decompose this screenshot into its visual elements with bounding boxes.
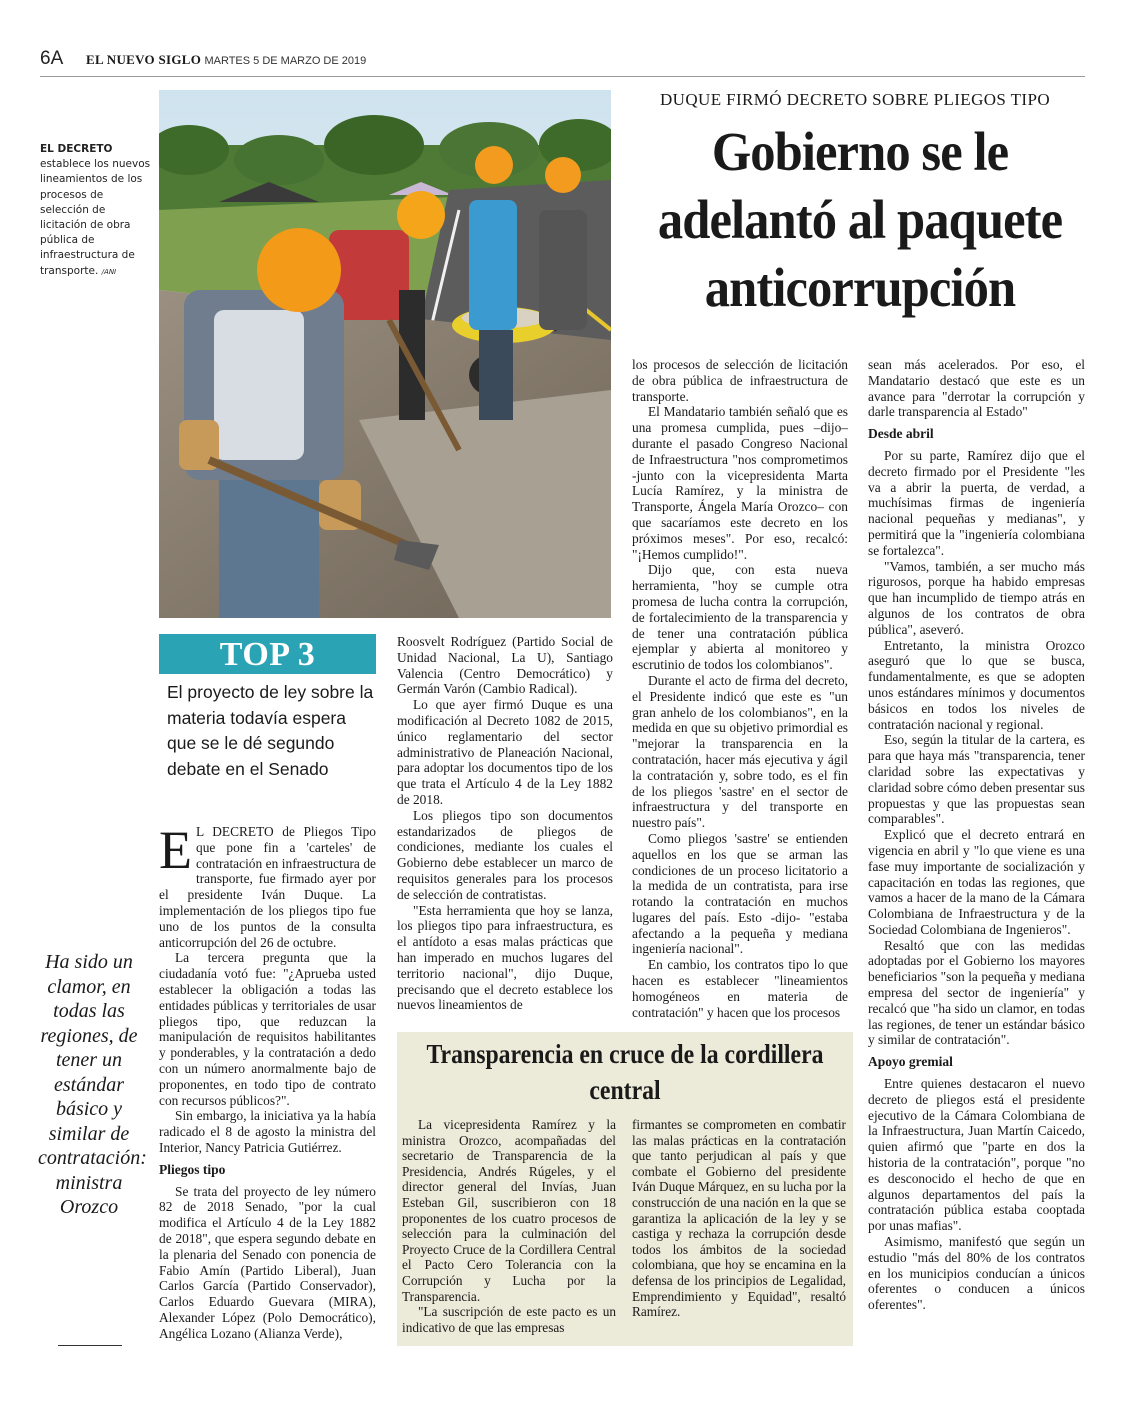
article-paragraph: Durante el acto de firma del decreto, el Presidente indicó que este es "un gran anhelo de los colombianos", en la medida en que su objetivo primordial es "mejorar la transparencia en la contratación, hacer más ejecutiva y ágil la contratación y, sobre todo, es el fin de los pliegos 'sastre' en el sector de infraestructura y del transporte en nuestro país". [632,672,848,831]
page-number: 6A [40,48,64,69]
article-paragraph: El Mandatario también señaló que es una promesa cumplida, pues –dijo– durante el pasado Congreso Nacional de Infraestructura "nos comprometimos -junto con la vicepresidenta Marta Lucía Ramírez, y la ministra de Transporte, Ángela María Orozco– con que sacaríamos este decreto en los próximos meses". Por eso, recalcó: "¡Hemos cumplido!". [632,404,848,562]
masthead [86,52,366,68]
headline-kicker: DUQUE FIRMÓ DECRETO SOBRE PLIEGOS TIPO [659,90,1051,109]
article-paragraph: Entretanto, la ministra Orozco aseguró que lo que se busca, fundamentalmente, es que se adopten unos estándares mínimos y documentos básicos en todos los niveles de contratación nacional y regional. [868,637,1085,732]
publication-name: EL NUEVO SIGLO [86,52,202,67]
article-paragraph: Dijo que, con esta nueva herramienta, "hoy se cumple otra promesa de lucha contra la corrupción, de fortalecimiento de la transparencia y de tener una contratación pública ejemplar y abierta al monitoreo y escrutinio de todos los colombianos". [632,562,848,673]
subhead: Pliegos tipo [159,1161,226,1177]
article-paragraph: los procesos de selección de licitación de obra pública de infraestructura de transporte. [632,357,848,404]
caption-lead: EL DECRETO [40,143,113,155]
article-paragraph: Los pliegos tipo son documentos estandarizados de pliegos de condiciones, mediante los cuales el Gobierno debe establecer un marco de requisitos generales para los procesos de selección de contratistas. [397,807,613,902]
sidebar-column-1 [402,1117,616,1335]
article-column-2 [397,634,613,1013]
article-paragraph: Por su parte, Ramírez dijo que el decreto firmado por el Presidente "les va a abrir la puerta, de verdad, a muchísimas firmas de ingeniería nacional pequeñas y medianas", y permitirá que la "ingeniería colombiana se fortalezca". [868,447,1085,558]
article-paragraph: Sin embargo, la iniciativa ya la había radicado el 8 de agosto la ministra del Interior, Nancy Patricia Gutiérrez. [159,1108,376,1155]
sidebar-column-2 [632,1117,846,1320]
article-paragraph: Asimismo, manifestó que según un estudio "más del 80% de los contratos en los municipios conducían a únicos oferentes o conducen a únicos oferentes". [868,1234,1085,1313]
pull-quote: Ha sido un clamor, en todas las regiones, de tener un estándar básico y similar de contratación: ministra Orozco [38,951,147,1218]
article-paragraph: Resaltó que con las medidas adoptadas por el Gobierno los mayores beneficiarios "son la pequeña y mediana empresa del sector de ingeniería" y recalcó que "ha sido un clamor, en todas las regiones, de tener un estándar básico y similar de contratación". [868,937,1085,1048]
sidebar-paragraph: firmantes se comprometen en combatir las malas prácticas en la contratación que tanto perjudican al país y que combate el Gobierno del presidente Iván Duque Márquez, en su lucha por la construcción de una nación en la que se garantiza la aplicación de la ley y se castiga y rechaza la corrupción desde todos los ámbitos de la sociedad colombiana, que hoy se encamina en la defensa de los principios de Legalidad, Emprendimiento y Equidad", resaltó Ramírez. [632,1117,846,1320]
article-paragraph: Explicó que el decreto entrará en vigencia en abril y "lo que viene es una fase muy importante de socialización y capacitación en todas las regiones, que vamos a hacer de la mano de la Cámara Colombiana de Infraestructura y de la Sociedad Colombiana de Ingenieros". [868,827,1085,937]
pull-quote-rule [58,1345,122,1346]
article-paragraph: E L DECRETO de Pliegos Tipo que pone fin a 'carteles' de contratación en infraestructura de transporte, fue firmado ayer por el presidente Iván Duque. La implementación de los pliegos tipo fue uno de los puntos de la consulta anticorrupción del 26 de octubre. [159,820,376,950]
article-paragraph: "Vamos, también, a ser mucho más rigurosos, porque ha habido empresas que han incumplido de tiempo atrás en algunos de los contratos de obra pública", aseveró. [868,558,1085,637]
article-paragraph: sean más acelerados. Por eso, el Mandatario destacó que este es un avance para "derrotar la corrupción y darle transparencia al Estado" [868,357,1085,420]
sidebar-paragraph: La vicepresidenta Ramírez y la ministra Orozco, acompañadas del secretario de Transparencia de la Presidencia, Andrés Rúgeles, y el director general del Invías, Juan Esteban Gil, suscribieron con 18 proponentes de los cuatro procesos de selección para la culminación del Proyecto Cruce de la Cordillera Central el Pacto Cero Tolerancia con la Corrupción y Lucha por la Transparencia. [402,1117,616,1304]
top3-banner: TOP 3 [159,634,376,674]
article-paragraph: La tercera pregunta que la ciudadanía votó fue: "¿Aprueba usted establecer la obligación a todas las entidades públicas y territoriales de usar pliegos tipo, que reduzcan la manipulación de requisitos habilitantes y ponderables, y la contratación a dedo con un número anormalmente bajo de proponentes, en todo tipo de contrato con recursos públicos?". [159,950,376,1108]
article-column-1 [159,820,376,1342]
subhead: Desde abril [868,426,934,442]
article-paragraph: Eso, según la titular de la cartera, es para que haya más "transparencia, tener claridad sobre las expectativas y claridad sobre cómo deben presentar sus propuestas y que las propuestas sean comparables". [868,732,1085,827]
sidebar-title: Transparencia en cruce de la cordillera central [426,1039,824,1105]
article-paragraph: Lo que ayer firmó Duque es una modificación al Decreto 1082 de 2015, único reglamentario del sector administrativo de Planeación Nacional, para adoptar los documentos tipo de los que trata el Artículo 4 de la Ley 1882 de 2018. [397,697,613,807]
caption-credit: /ANI [101,267,117,276]
header-rule [40,76,1085,77]
top3-text: El proyecto de ley sobre la materia todavía espera que se le dé segundo debate en el Senado [167,682,374,779]
drop-cap: E [159,820,192,880]
article-column-3 [632,357,848,1020]
article-paragraph: Como pliegos 'sastre' se entienden aquellos en los que se arman las condiciones de un proceso licitatorio a la medida de un contratista, para irse rotando la contratación en muchos lugares del país. Esto -dijo- "estaba afectando a la pequeña y mediana ingeniería nacional". [632,830,848,957]
subhead: Apoyo gremial [868,1054,953,1070]
article-paragraph: Roosvelt Rodríguez (Partido Social de Unidad Nacional, La U), Santiago Valencia (Centro Democrático) y Germán Varón (Cambio Radical). [397,634,613,697]
article-paragraph: Se trata del proyecto de ley número 82 de 2018 Senado, "por la cual modifica el Artículo 4 de la Ley 1882 de 2018", que espera segundo debate en la plenaria del Senado con ponencia de Fabio Amín (Partido Liberal), Juan Carlos García (Partido Conservador), Carlos Eduardo Guevara (MIRA), Alexander López (Polo Democrático), Angélica Lozano (Alianza Verde), [159,1183,376,1341]
news-photo [159,90,611,618]
headline: Gobierno se le adelantó al paquete anticorrupción [657,121,1063,318]
article-paragraph: En cambio, los contratos tipo lo que hacen es establecer "lineamientos homogéneos en materia de contratación" y hacen que los procesos [632,957,848,1020]
article-paragraph: Entre quienes destacaron el nuevo decreto de pliegos está el presidente ejecutivo de la Cámara Colombiana de la Infraestructura, Juan Martín Caicedo, quien afirmó que "parte en dos la historia de la contratación", porque "no es desconocido el hecho de que en algunos departamentos del país la contratación pública estaba cooptada por unas mafias". [868,1076,1085,1234]
photo-caption [40,142,152,280]
caption-text: establece los nuevos lineamientos de los procesos de selección de licitación de obra pública de infraestructura de transporte. [40,158,151,277]
article-column-4 [868,357,1085,1313]
article-paragraph: "Esta herramienta que hoy se lanza, los pliegos tipo para infraestructura, es el antídoto a esas malas prácticas que han imperado en muchos lugares del territorio nacional", dijo Duque, precisando que el decreto establece los nuevos lineamientos de [397,902,613,1013]
issue-date: MARTES 5 DE MARZO DE 2019 [204,55,367,67]
construction-workers-illustration [159,90,611,618]
sidebar-paragraph: "La suscripción de este pacto es un indicativo de que las empresas [402,1304,616,1335]
